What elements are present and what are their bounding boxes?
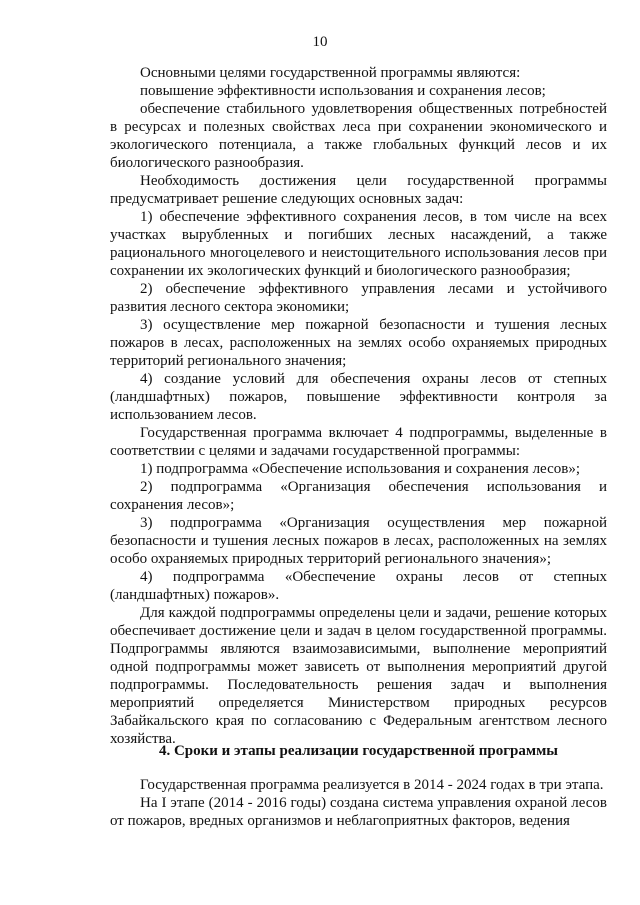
paragraph-6: 2) обеспечение эффективного управления лесами и устойчивого развития лесного сектора экономики; bbox=[110, 281, 607, 315]
paragraph-8: 4) создание условий для обеспечения охраны лесов от степных (ландшафтных) пожаров, повышение эффективности контроля за использованием лесов. bbox=[110, 371, 607, 423]
paragraph-14: Для каждой подпрограммы определены цели и задачи, решение которых обеспечивает достижение цели и задач в целом государственной программы. Подпрограммы являются взаимозависимыми, выполнение мероприятий одной подпрограммы может зависеть от выполнения мероприятий другой подпрограммы. Последовательность решения задач и выполнения мероприятий определяется Министерством природных ресурсов Забайкальского края по согласованию с Федеральным агентством лесного хозяйства. bbox=[110, 605, 607, 747]
paragraph-2: повышение эффективности использования и сохранения лесов; bbox=[140, 83, 546, 99]
paragraph-15: Государственная программа реализуется в 2014 - 2024 годах в три этапа. bbox=[140, 777, 604, 793]
paragraph-1: Основными целями государственной программы являются: bbox=[140, 65, 521, 81]
paragraph-16: На I этапе (2014 - 2016 годы) создана система управления охраной лесов от пожаров, вредных организмов и неблагоприятных факторов, ведения bbox=[110, 795, 607, 829]
paragraph-10: 1) подпрограмма «Обеспечение использования и сохранения лесов»; bbox=[140, 461, 580, 477]
section-text bbox=[110, 776, 607, 830]
paragraph-4: Необходимость достижения цели государственной программы предусматривает решение следующих основных задач: bbox=[110, 173, 607, 207]
section-heading: 4. Сроки и этапы реализации государственной программы bbox=[158, 743, 559, 759]
paragraph-11: 2) подпрограмма «Организация обеспечения использования и сохранения лесов»; bbox=[110, 479, 607, 513]
paragraph-3: обеспечение стабильного удовлетворения общественных потребностей в ресурсах и полезных свойствах леса при сохранении экономического и экологического потенциала, а также глобальных функций лесов и их биологического разнообразия. bbox=[110, 101, 607, 171]
paragraph-5: 1) обеспечение эффективного сохранения лесов, в том числе на всех участках вырубленных и погибших лесных насаждений, а также рационального многоцелевого и неистощительного использования лесов при сохранении их экологических функций и биологического разнообразия; bbox=[110, 209, 607, 279]
paragraph-7: 3) осуществление мер пожарной безопасности и тушения лесных пожаров в лесах, расположенных на землях особо охраняемых природных территорий регионального значения; bbox=[110, 317, 607, 369]
paragraph-12: 3) подпрограмма «Организация осуществления мер пожарной безопасности и тушения лесных пожаров в лесах, расположенных на землях особо охраняемых природных территорий регионального значения»; bbox=[110, 515, 607, 567]
paragraph-9: Государственная программа включает 4 подпрограммы, выделенные в соответствии с целями и задачами государственной программы: bbox=[110, 425, 607, 459]
page-number: 10 bbox=[312, 34, 328, 50]
paragraph-13: 4) подпрограмма «Обеспечение охраны лесов от степных (ландшафтных) пожаров». bbox=[110, 569, 607, 603]
main-text bbox=[110, 64, 607, 748]
